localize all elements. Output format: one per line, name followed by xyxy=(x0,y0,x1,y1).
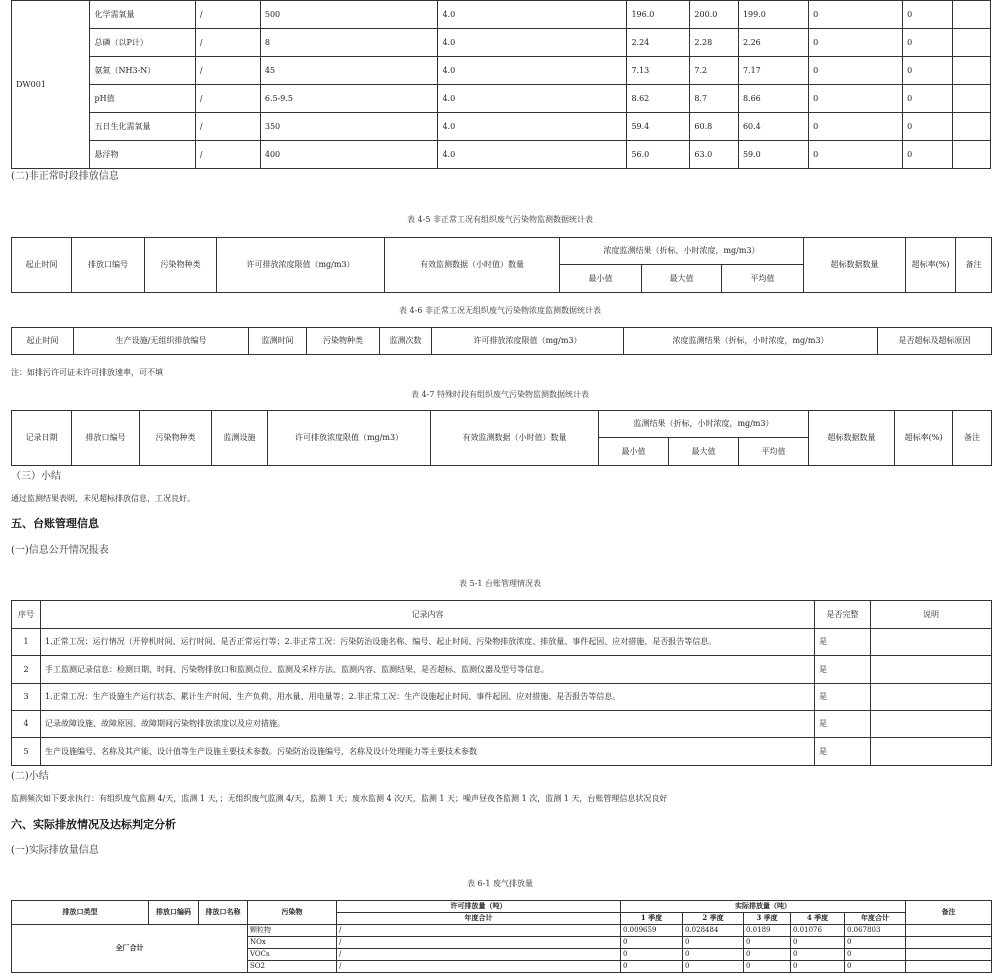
header-result: 监测结果（折标，小时浓度，mg/m3） xyxy=(599,411,809,438)
avg-cell: 7.17 xyxy=(738,57,808,85)
max-cell: 7.2 xyxy=(690,57,739,85)
pollutant-cell: NOx xyxy=(248,937,337,949)
q1-cell: 0 xyxy=(621,961,683,973)
year-cell: 0 xyxy=(845,949,906,961)
row-desc xyxy=(871,629,992,656)
header-complete: 是否完整 xyxy=(815,601,871,629)
over-cell: 0 xyxy=(809,29,903,57)
over-cell: 0 xyxy=(809,141,903,169)
row-content: 生产设施编号、名称及其产能、设计值等生产设施主要技术参数。污染防治设施编号，名称及设计处理能力等主要技术参数 xyxy=(41,738,815,766)
header-limit: 许可排放浓度限值（mg/m3） xyxy=(217,238,385,293)
header-note: 备注 xyxy=(953,411,992,466)
avg-cell: 59.0 xyxy=(738,141,808,169)
row-content: 记录故障设施、故障原因、故障期间污染物排放浓度以及应对措施。 xyxy=(41,711,815,738)
row-content: 1.正常工况：生产设施生产运行状态、累计生产时间、生产负荷、用水量、用电量等；2.非正常工况：生产设施起止时间、事件起因、应对措施、是否报告等信息。 xyxy=(41,684,815,711)
row-desc xyxy=(871,738,992,766)
avg-cell: 199.0 xyxy=(738,1,808,29)
table-5-1-caption: 表 5-1 台账管理情况表 xyxy=(459,579,541,588)
row-complete: 是 xyxy=(815,711,871,738)
q4-cell: 0.01076 xyxy=(791,925,845,937)
q4-cell: 0 xyxy=(791,937,845,949)
limit-cell: 45 xyxy=(260,57,438,85)
max-cell: 8.7 xyxy=(690,85,739,113)
header-over: 超标数据数量 xyxy=(804,238,906,293)
header-year-total: 年度合计 xyxy=(337,913,621,925)
note-cell xyxy=(906,961,992,973)
year-cell: 0.067803 xyxy=(845,925,906,937)
table-4-5 xyxy=(11,237,992,293)
table-4-7-caption: 表 4-7 特殊时段有组织废气污染物监测数据统计表 xyxy=(411,390,589,399)
pollutant-cell: VOCs xyxy=(248,949,337,961)
note-cell xyxy=(952,29,990,57)
header-min: 最小值 xyxy=(560,265,642,293)
header-pollutant: 污染物种类 xyxy=(140,411,212,466)
row-content: 手工监测记录信息：检测日期、时间、污染物排放口和监测点位、监测及采样方法、监测内容、监测结果、是否超标、监测仪器及型号等信息。 xyxy=(41,656,815,684)
header-reason: 是否超标及超标原因 xyxy=(878,328,992,355)
min-cell: 8.62 xyxy=(627,85,690,113)
table-cell: / xyxy=(195,113,260,141)
row-no: 1 xyxy=(12,629,41,656)
wastewater-stats-table xyxy=(11,0,991,169)
count-cell: 4.0 xyxy=(438,1,627,29)
max-cell: 2.28 xyxy=(690,29,739,57)
section-heading-actual-emission: (一)实际排放量信息 xyxy=(11,845,99,856)
q4-cell: 0 xyxy=(791,949,845,961)
rate-cell: 0 xyxy=(903,141,953,169)
q2-cell: 0 xyxy=(683,949,744,961)
row-desc xyxy=(871,684,992,711)
pollutant-cell: 悬浮物 xyxy=(90,141,195,169)
rate-cell: 0 xyxy=(903,113,953,141)
header-content: 记录内容 xyxy=(41,601,815,629)
table-cell: / xyxy=(195,85,260,113)
table-6-1-caption: 表 6-1 废气排放量 xyxy=(467,879,533,888)
header-facility: 监测设施 xyxy=(212,411,268,466)
header-year: 年度合计 xyxy=(845,913,906,925)
header-outlet: 排放口编号 xyxy=(72,238,145,293)
over-cell: 0 xyxy=(809,85,903,113)
section-heading-summary: （三）小结 xyxy=(11,471,61,482)
row-no: 5 xyxy=(12,738,41,766)
permit-cell: / xyxy=(337,961,621,973)
note-cell xyxy=(906,937,992,949)
row-complete: 是 xyxy=(815,738,871,766)
table-4-6 xyxy=(11,327,992,355)
min-cell: 196.0 xyxy=(627,1,690,29)
max-cell: 60.8 xyxy=(690,113,739,141)
header-no: 序号 xyxy=(12,601,41,629)
limit-cell: 6.5-9.5 xyxy=(260,85,438,113)
header-desc: 说明 xyxy=(871,601,992,629)
q1-cell: 0 xyxy=(621,937,683,949)
header-note: 备注 xyxy=(906,901,992,925)
header-time: 起止时间 xyxy=(12,328,74,355)
avg-cell: 2.26 xyxy=(738,29,808,57)
header-code: 排放口编码 xyxy=(149,901,199,925)
limit-cell: 8 xyxy=(260,29,438,57)
table-cell: / xyxy=(195,29,260,57)
min-cell: 2.24 xyxy=(627,29,690,57)
header-q3: 3 季度 xyxy=(744,913,791,925)
header-date: 记录日期 xyxy=(12,411,72,466)
header-q2: 2 季度 xyxy=(683,913,744,925)
pollutant-cell: 化学需氧量 xyxy=(90,1,195,29)
summary-text: 通过监测结果表明，未见超标排放信息，工况良好。 xyxy=(11,494,195,503)
header-avg: 平均值 xyxy=(739,438,809,466)
note-cell xyxy=(952,85,990,113)
row-content: 1.正常工况：运行情况（开停机时间、运行时间、是否正常运行等；2.非正常工况：污染防治设施名称、编号、起止时间、污染物排放浓度、排放量、事件起因、应对措施、是否报告等信息。 xyxy=(41,629,815,656)
rate-cell: 0 xyxy=(903,57,953,85)
row-no: 3 xyxy=(12,684,41,711)
row-desc xyxy=(871,711,992,738)
header-limit: 许可排放浓度限值（mg/m3） xyxy=(268,411,431,466)
count-cell: 4.0 xyxy=(438,85,627,113)
count-cell: 4.0 xyxy=(438,57,627,85)
header-result: 浓度监测结果（折标，小时浓度，mg/m3） xyxy=(560,238,804,265)
header-monitor-time: 监测时间 xyxy=(249,328,307,355)
q2-cell: 0 xyxy=(683,961,744,973)
row-no: 2 xyxy=(12,656,41,684)
header-pollutant: 污染物 xyxy=(248,901,337,925)
table-4-6-caption: 表 4-6 非正常工况无组织废气污染物浓度监测数据统计表 xyxy=(399,306,601,315)
note-cell xyxy=(952,1,990,29)
header-valid: 有效监测数据（小时值）数量 xyxy=(385,238,560,293)
header-outlet: 排放口编号 xyxy=(72,411,140,466)
q3-cell: 0 xyxy=(744,961,791,973)
avg-cell: 60.4 xyxy=(738,113,808,141)
outlet-cell: DW001 xyxy=(12,1,90,169)
table-note: 注：如排污许可证未许可排放速率，可不填 xyxy=(11,368,163,377)
header-pollutant: 污染物种类 xyxy=(307,328,380,355)
note-cell xyxy=(952,141,990,169)
avg-cell: 8.66 xyxy=(738,85,808,113)
over-cell: 0 xyxy=(809,1,903,29)
note-cell xyxy=(906,949,992,961)
rate-cell: 0 xyxy=(903,1,953,29)
q2-cell: 0 xyxy=(683,937,744,949)
max-cell: 200.0 xyxy=(690,1,739,29)
header-count: 监测次数 xyxy=(380,328,432,355)
limit-cell: 400 xyxy=(260,141,438,169)
note-cell xyxy=(952,113,990,141)
row-complete: 是 xyxy=(815,656,871,684)
table-cell: / xyxy=(195,57,260,85)
q1-cell: 0.009659 xyxy=(621,925,683,937)
section-heading-abnormal: (二)非正常时段排放信息 xyxy=(11,171,119,182)
row-complete: 是 xyxy=(815,684,871,711)
header-note: 备注 xyxy=(956,238,992,293)
table-cell: / xyxy=(195,1,260,29)
note-cell xyxy=(952,57,990,85)
row-desc xyxy=(871,656,992,684)
header-valid: 有效监测数据（小时值）数量 xyxy=(431,411,599,466)
q1-cell: 0 xyxy=(621,949,683,961)
q3-cell: 0 xyxy=(744,949,791,961)
rate-cell: 0 xyxy=(903,85,953,113)
q3-cell: 0 xyxy=(744,937,791,949)
header-q4: 4 季度 xyxy=(791,913,845,925)
header-rate: 超标率(%) xyxy=(895,411,953,466)
year-cell: 0 xyxy=(845,937,906,949)
min-cell: 7.13 xyxy=(627,57,690,85)
header-type: 排放口类型 xyxy=(12,901,149,925)
summary-text-2: 监测频次如下要求执行：有组织废气监测 4/天，监测 1 天，；无组织废气监测 4/天，监测 1 天；废水监测 4 次/天，监测 1 天；噪声昼夜各监测 1 次，监测 1 天，台账管理信息状况良好 xyxy=(11,794,668,803)
permit-cell: / xyxy=(337,949,621,961)
header-over: 超标数据数量 xyxy=(809,411,895,466)
row-complete: 是 xyxy=(815,629,871,656)
permit-cell: / xyxy=(337,937,621,949)
header-rate: 超标率(%) xyxy=(906,238,956,293)
header-result: 浓度监测结果（折标，小时浓度，mg/m3） xyxy=(624,328,878,355)
limit-cell: 500 xyxy=(260,1,438,29)
over-cell: 0 xyxy=(809,113,903,141)
header-max: 最大值 xyxy=(642,265,722,293)
min-cell: 56.0 xyxy=(627,141,690,169)
q3-cell: 0.0189 xyxy=(744,925,791,937)
section-heading-info-disclosure: (一)信息公开情况报表 xyxy=(11,545,109,556)
table-6-1 xyxy=(11,900,992,973)
header-max: 最大值 xyxy=(669,438,739,466)
permit-cell: / xyxy=(337,925,621,937)
limit-cell: 350 xyxy=(260,113,438,141)
note-cell xyxy=(906,925,992,937)
header-q1: 1 季度 xyxy=(621,913,683,925)
chapter-heading-actual-emission: 六、实际排放情况及达标判定分析 xyxy=(11,818,176,831)
pollutant-cell: SO2 xyxy=(248,961,337,973)
header-limit: 许可排放浓度限值（mg/m3） xyxy=(432,328,624,355)
header-avg: 平均值 xyxy=(722,265,804,293)
over-cell: 0 xyxy=(809,57,903,85)
max-cell: 63.0 xyxy=(690,141,739,169)
group-cell: 全厂合计 xyxy=(12,925,248,973)
q2-cell: 0.028484 xyxy=(683,925,744,937)
count-cell: 4.0 xyxy=(438,29,627,57)
year-cell: 0 xyxy=(845,961,906,973)
header-permit: 许可排放量（吨） xyxy=(337,901,621,913)
table-4-7 xyxy=(11,410,992,466)
chapter-heading-ledger: 五、台账管理信息 xyxy=(11,517,99,530)
header-min: 最小值 xyxy=(599,438,669,466)
header-facility: 生产设施/无组织排放编号 xyxy=(74,328,249,355)
section-heading-summary-2: (二)小结 xyxy=(11,771,49,782)
rate-cell: 0 xyxy=(903,29,953,57)
pollutant-cell: 总磷（以P计） xyxy=(90,29,195,57)
table-4-5-caption: 表 4-5 非正常工况有组织废气污染物监测数据统计表 xyxy=(407,215,593,224)
pollutant-cell: 氨氮（NH3-N） xyxy=(90,57,195,85)
pollutant-cell: pH值 xyxy=(90,85,195,113)
q4-cell: 0 xyxy=(791,961,845,973)
header-actual: 实际排放量（吨） xyxy=(621,901,906,913)
count-cell: 4.0 xyxy=(438,141,627,169)
header-pollutant: 污染物种类 xyxy=(145,238,217,293)
row-no: 4 xyxy=(12,711,41,738)
min-cell: 59.4 xyxy=(627,113,690,141)
header-time: 起止时间 xyxy=(12,238,72,293)
table-5-1 xyxy=(11,600,992,766)
count-cell: 4.0 xyxy=(438,113,627,141)
pollutant-cell: 颗粒物 xyxy=(248,925,337,937)
pollutant-cell: 五日生化需氧量 xyxy=(90,113,195,141)
header-name: 排放口名称 xyxy=(199,901,248,925)
table-cell: / xyxy=(195,141,260,169)
